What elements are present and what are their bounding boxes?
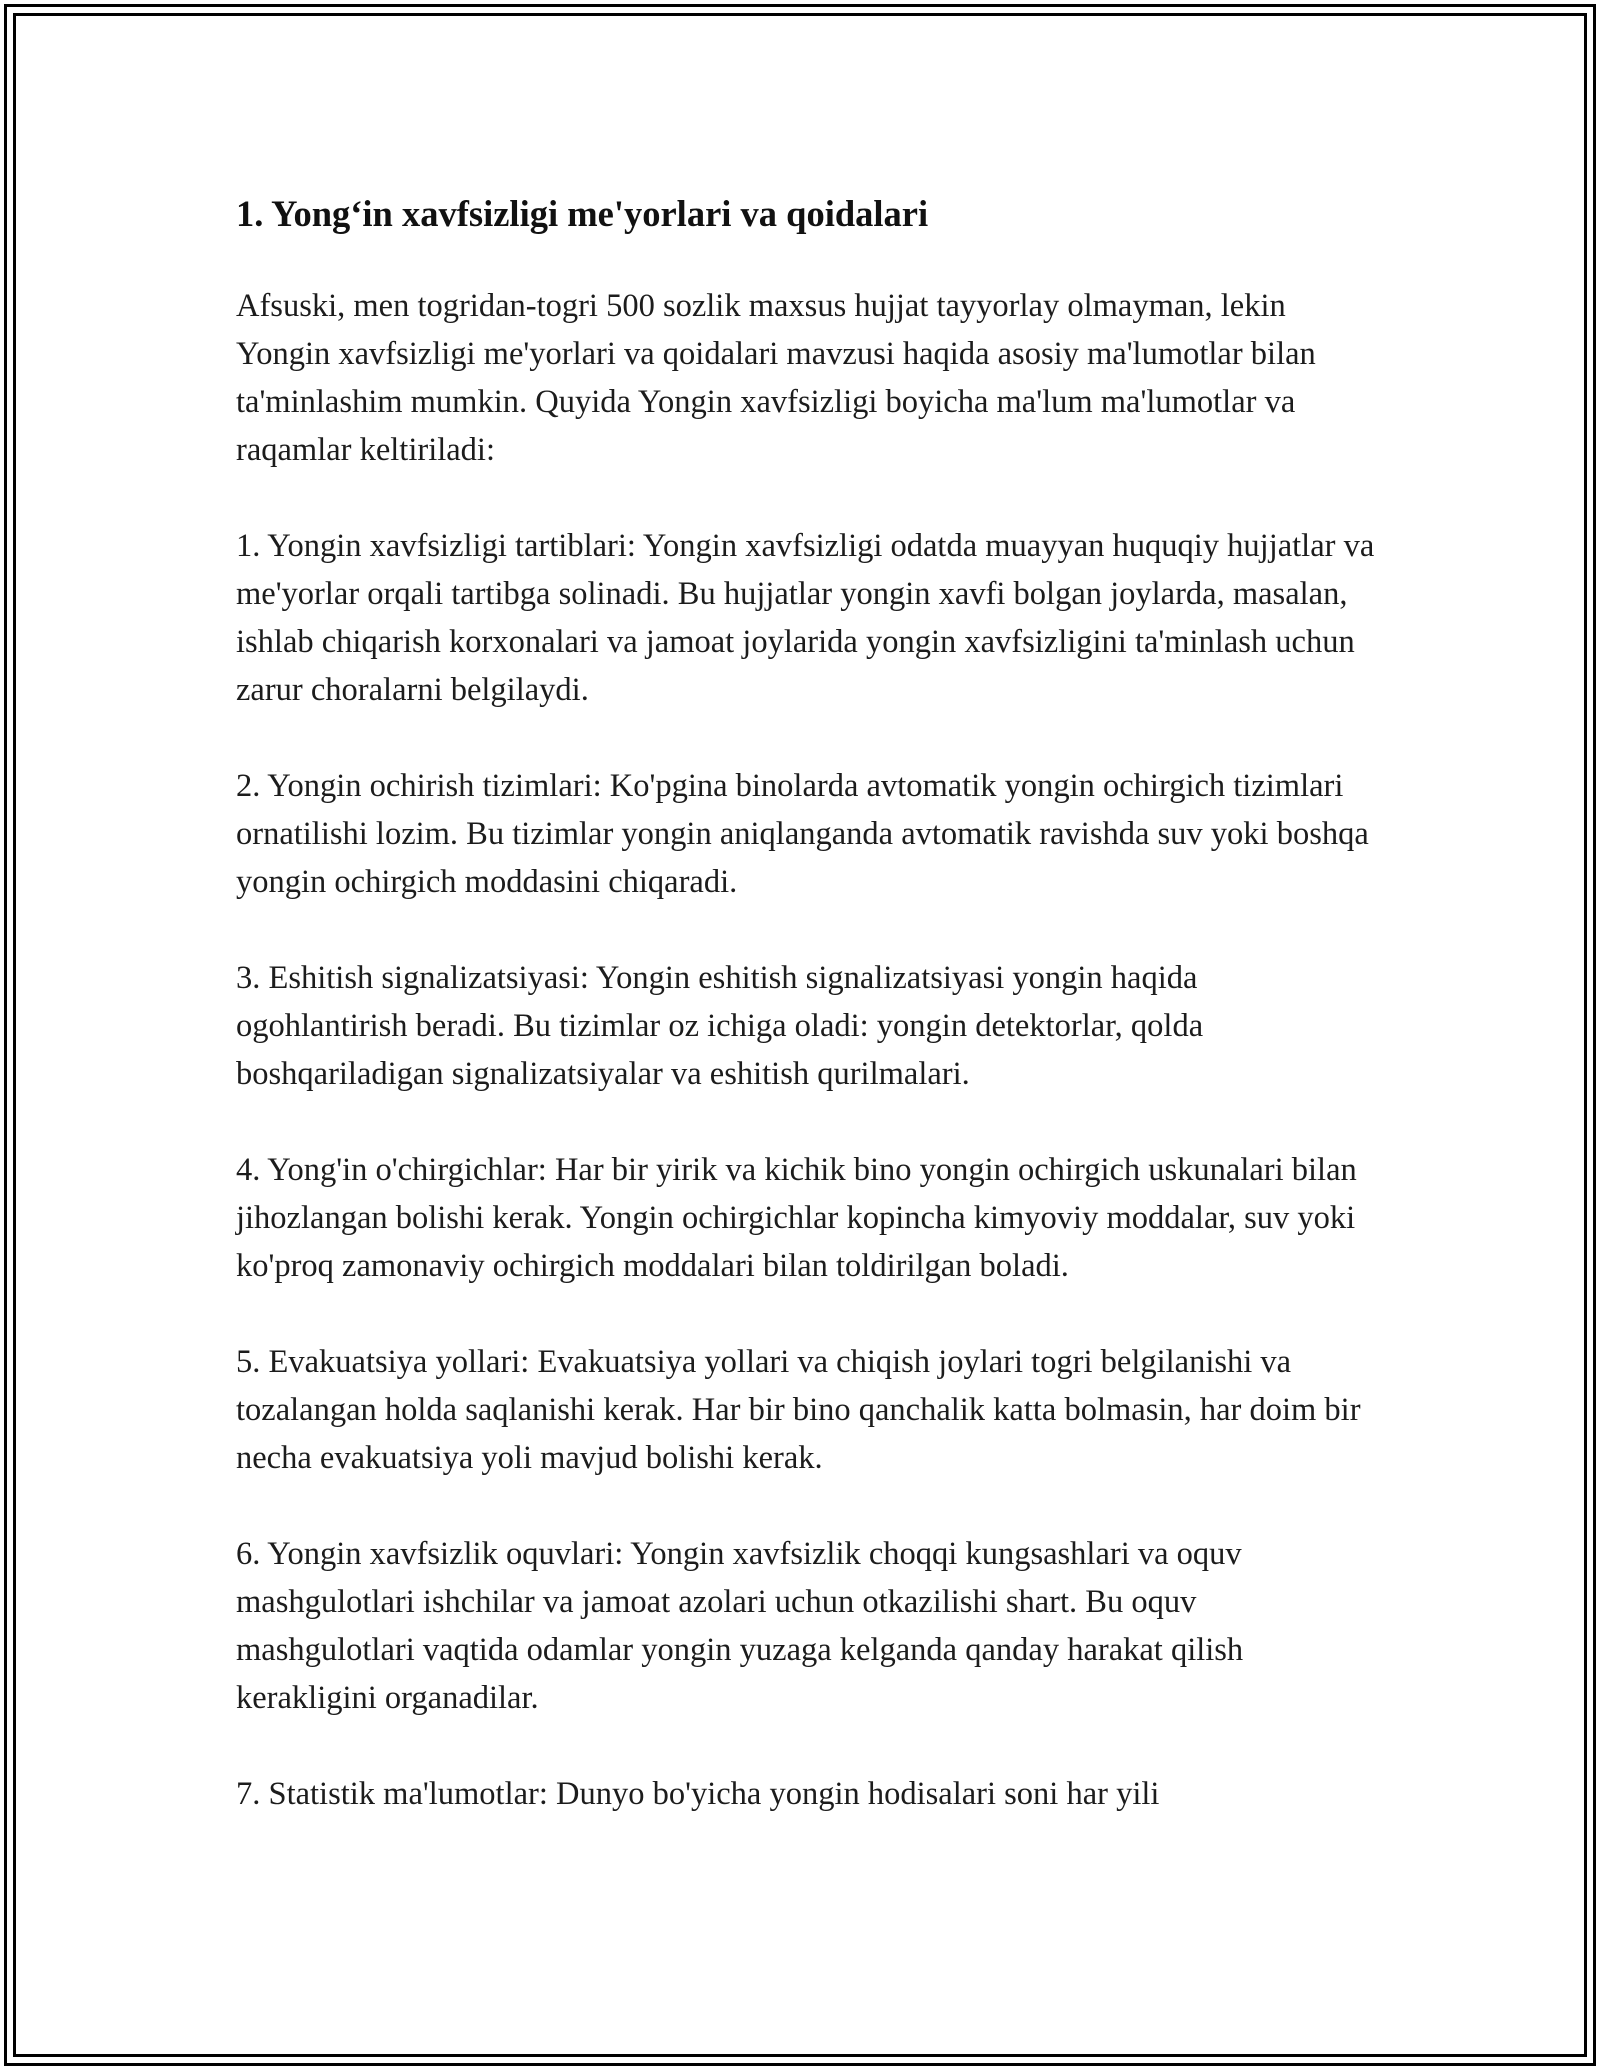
- section-fire-safety-rules: 1. Yongin xavfsizligi tartiblari: Yongin xavfsizligi odatda muayyan huquqiy hujjatlar va me'yorlar orqali tartibga solinadi. Bu hujjatlar yongin xavfi bolgan joylarda, masalan, ishlab chiqarish korxonalari va jamoat joylarida yongin xavfsizligini ta'minlash uchun zarur choralarni belgilaydi.: [236, 528, 1375, 708]
- section-fire-extinguishers: 4. Yong'in o'chirgichlar: Har bir yirik va kichik bino yongin ochirgich uskunalari bilan jihozlangan bolishi kerak. Yongin ochirgichlar kopincha kimyoviy moddalar, suv yoki ko'proq zamonaviy ochirgich moddalari bilan toldirilgan boladi.: [236, 1152, 1357, 1284]
- section-evacuation-routes: 5. Evakuatsiya yollari: Evakuatsiya yollari va chiqish joylari togri belgilanishi va tozalangan holda saqlanishi kerak. Har bir bino qanchalik katta bolmasin, har doim bir necha evakuatsiya yoli mavjud bolishi kerak.: [236, 1344, 1361, 1476]
- intro-paragraph: Afsuski, men togridan-togri 500 sozlik maxsus hujjat tayyorlay olmayman, lekin Yongin xavfsizligi me'yorlari va qoidalari mavzusi haqida asosiy ma'lumotlar bilan ta'minlashim mumkin. Quyida Yongin xavfsizligi boyicha ma'lum ma'lumotlar va raqamlar keltiriladi:: [236, 288, 1316, 468]
- section-statistics: 7. Statistik ma'lumotlar: Dunyo bo'yicha yongin hodisalari soni har yili: [236, 1776, 1160, 1812]
- document-title: 1. Yong‘in xavfsizligi me'yorlari va qoidalari: [236, 193, 929, 234]
- section-fire-suppression-systems: 2. Yongin ochirish tizimlari: Ko'pgina binolarda avtomatik yongin ochirgich tizimlari ornatilishi lozim. Bu tizimlar yongin aniqlanganda avtomatik ravishda suv yoki boshqa yongin ochirgich moddasini chiqaradi.: [236, 768, 1369, 900]
- section-fire-safety-training: 6. Yongin xavfsizlik oquvlari: Yongin xavfsizlik choqqi kungsashlari va oquv mashgulotlari ishchilar va jamoat azolari uchun otkazilishi shart. Bu oquv mashgulotlari vaqtida odamlar yongin yuzaga kelganda qanday harakat qilish kerakligini organadilar.: [236, 1536, 1244, 1716]
- section-audible-alarms: 3. Eshitish signalizatsiyasi: Yongin eshitish signalizatsiyasi yongin haqida ogohlantirish beradi. Bu tizimlar oz ichiga oladi: yongin detektorlar, qolda boshqariladigan signalizatsiyalar va eshitish qurilmalari.: [236, 960, 1204, 1092]
- document-body: [236, 186, 1376, 1866]
